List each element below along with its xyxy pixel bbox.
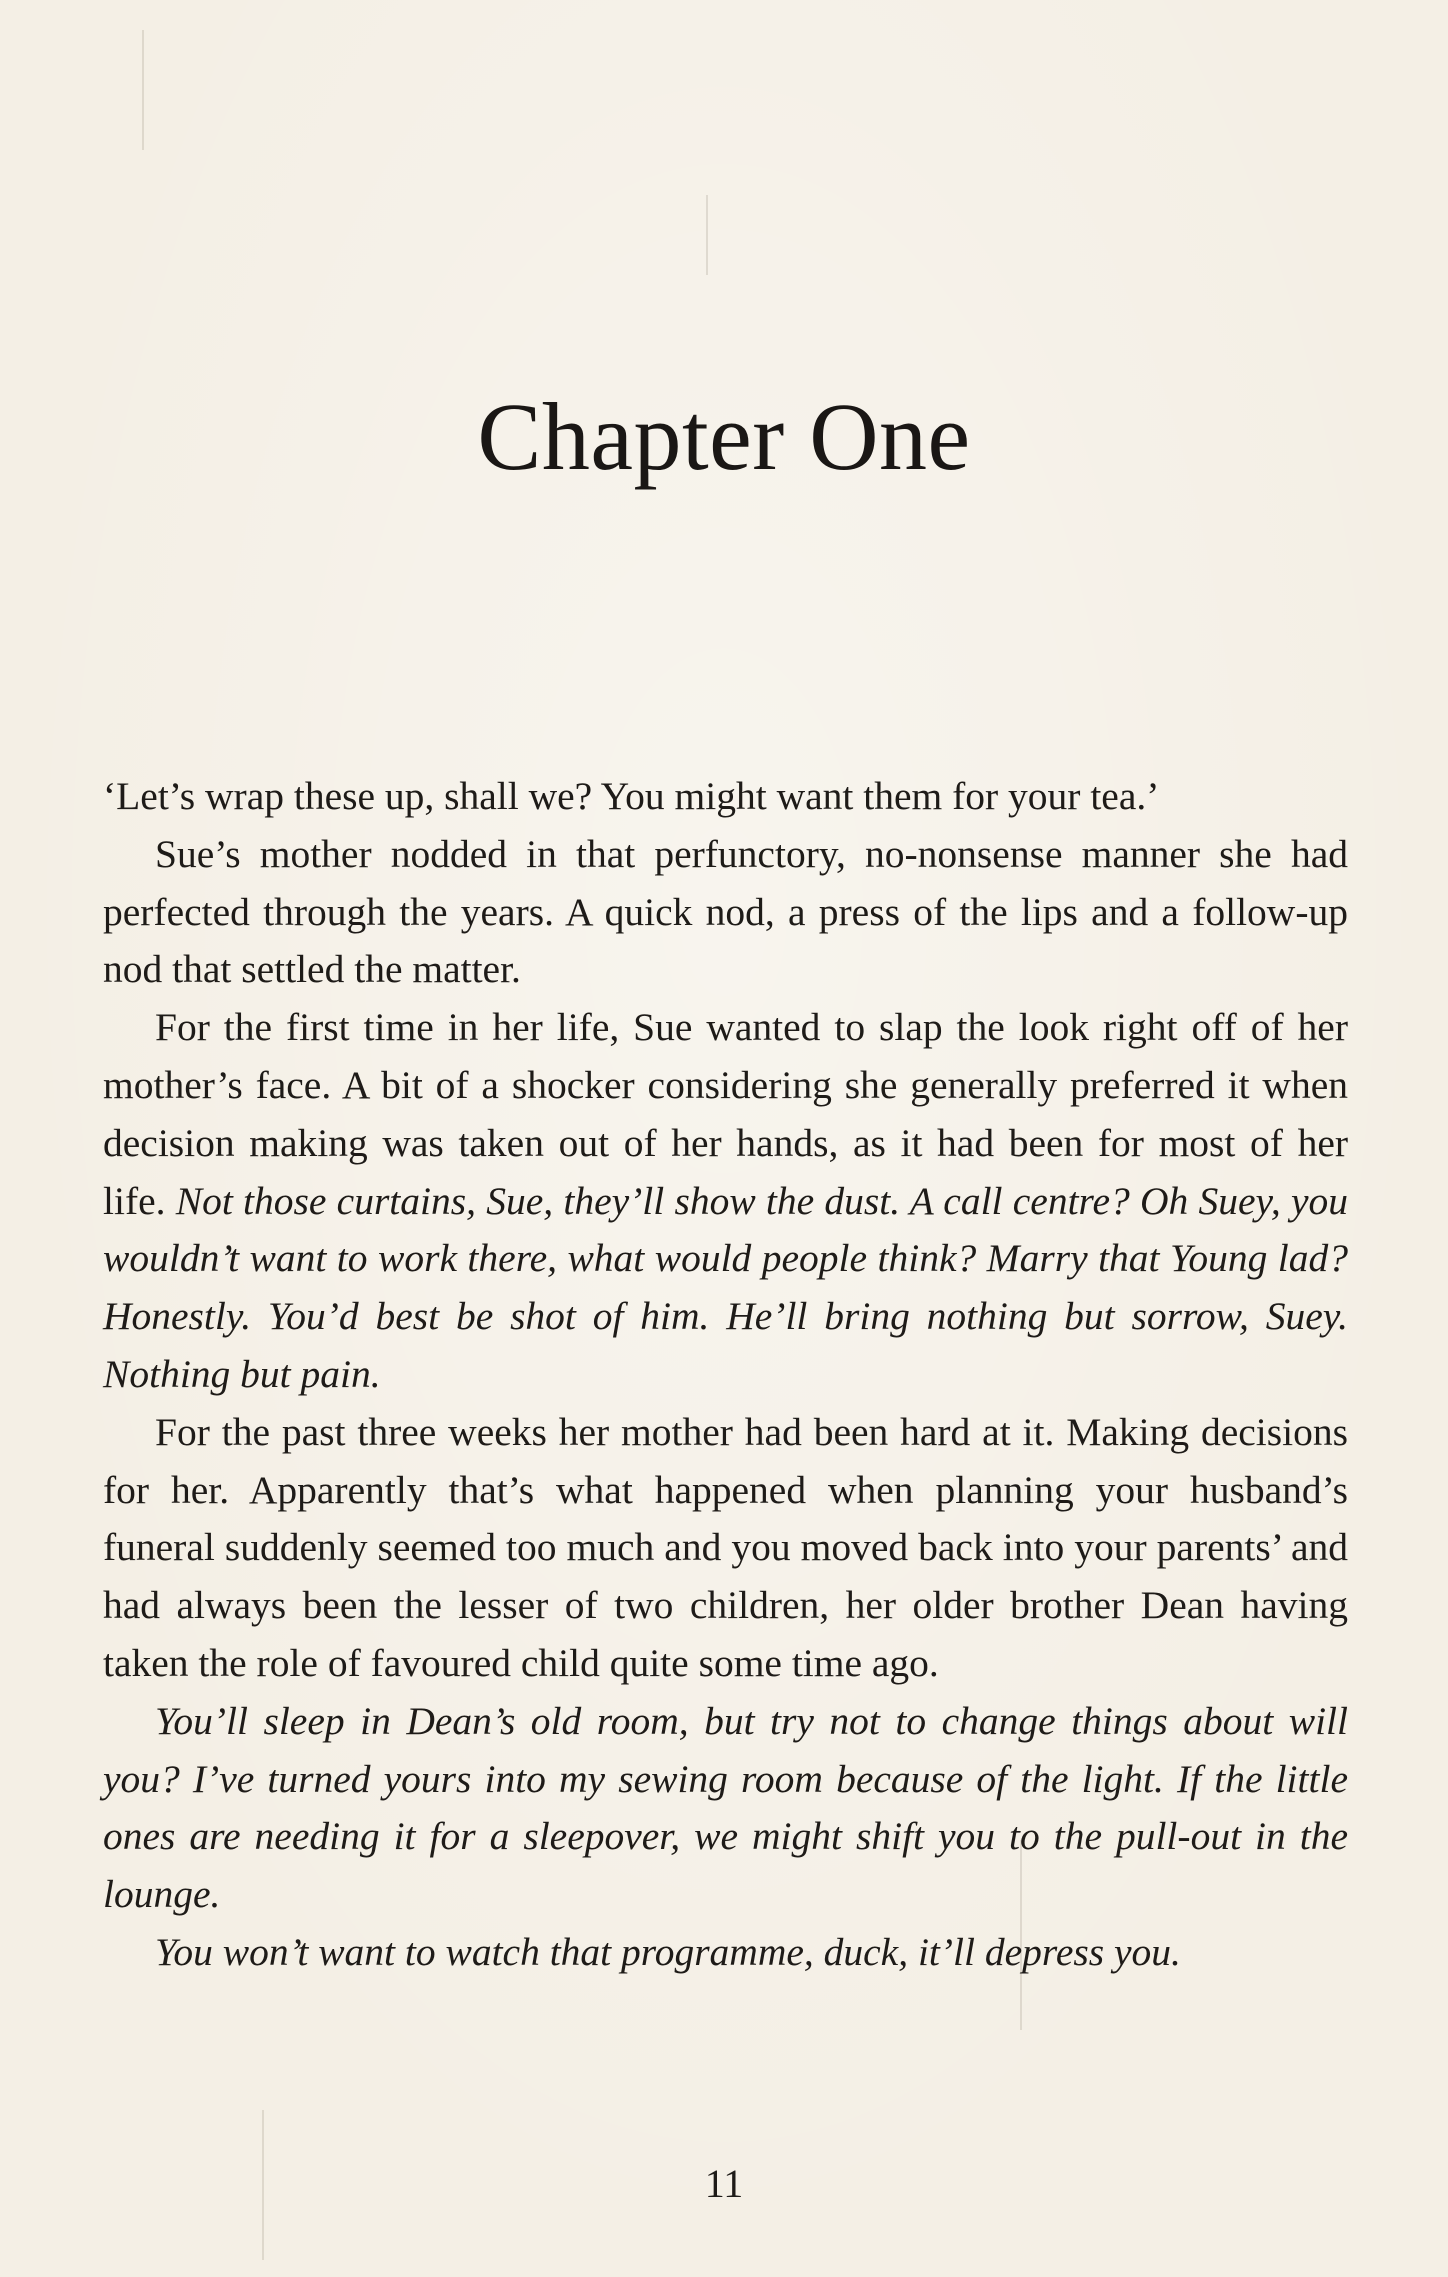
- paragraph: [103, 768, 1348, 826]
- scan-artifact-line: [706, 195, 708, 275]
- paragraph-text: For the first time in her life, Sue wanted to slap the look right off of her mother’s face. A bit of a shocker considering she generally preferred it when decision making was taken out of her hands, as it had been for most of her life.: [103, 1005, 1348, 1223]
- paragraph-italic-text: Not those curtains, Sue, they’ll show the dust. A call centre? Oh Suey, you wouldn’t want to work there, what would people think? Marry that Young lad? Honestly. You’d best be shot of him. He’ll bring nothing but sorrow, Suey. Nothing but pain.: [103, 1178, 1348, 1396]
- paragraph: [103, 1404, 1348, 1693]
- paragraph: [103, 999, 1348, 1404]
- paragraph: [103, 1693, 1348, 1924]
- scan-artifact-line: [142, 30, 144, 150]
- paragraph: [103, 826, 1348, 999]
- page-number: 11: [704, 2161, 744, 2206]
- chapter-body: [103, 768, 1348, 1982]
- paragraph-italic-text: You won’t want to watch that programme, duck, it’ll depress you.: [155, 1929, 1181, 1974]
- paragraph-italic-text: You’ll sleep in Dean’s old room, but try not to change things about will you? I’ve turned yours into my sewing room because of the light. If the little ones are needing it for a sleepover, we might shift you to the pull-out in the lounge.: [103, 1698, 1348, 1917]
- chapter-title: Chapter One: [477, 383, 971, 490]
- paragraph-text: For the past three weeks her mother had been hard at it. Making decisions for her. Apparently that’s what happened when planning your husband’s funeral suddenly seemed too much and you moved back into your parents’ and had always been the lesser of two children, her older brother Dean having taken the role of favoured child quite some time ago.: [103, 1409, 1348, 1685]
- paragraph-text: Sue’s mother nodded in that perfunctory, no-nonsense manner she had perfected through the years. A quick nod, a press of the lips and a follow-up nod that settled the matter.: [103, 831, 1348, 992]
- paragraph: [103, 1924, 1348, 1982]
- paragraph-text: ‘Let’s wrap these up, shall we? You might want them for your tea.’: [103, 774, 1160, 818]
